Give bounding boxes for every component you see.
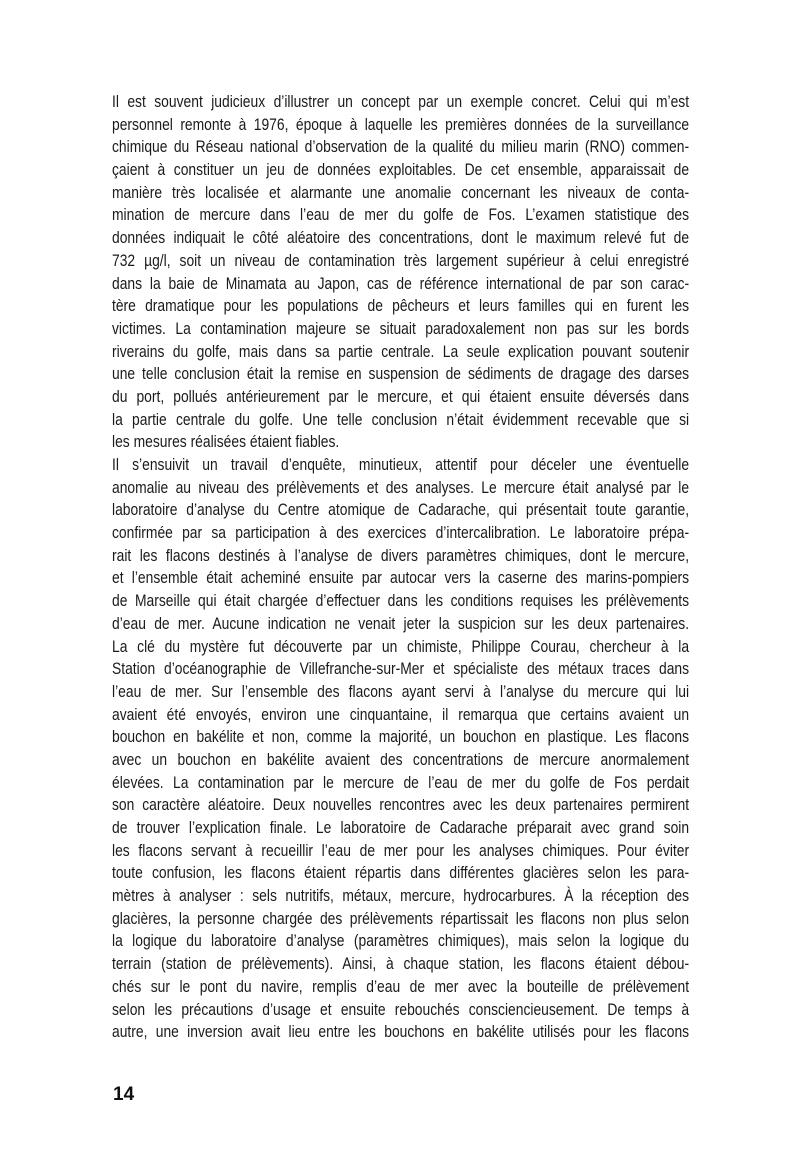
text-line: Il s’ensuivit un travail d’enquête, minutieux, attentif pour déceler une éventuelle — [112, 456, 690, 474]
text-line: les mesures réalisées étaient fiables. — [112, 433, 340, 452]
text-line: anomalie au niveau des prélèvements et des analyses. Le mercure était analysé par le — [112, 478, 690, 497]
text-line: Il est souvent judicieux d’illustrer un concept par un exemple concret. Celui qui m’est — [112, 93, 690, 111]
text-line: de Marseille qui était chargée d’effectuer dans les conditions requises les prélèvements — [112, 592, 690, 611]
text-line: victimes. La contamination majeure se situait paradoxalement non pas sur les bords — [112, 319, 690, 338]
text-line: élevées. La contamination par le mercure de l’eau de mer du golfe de Fos perdait — [112, 773, 690, 792]
text-line: selon les précautions d’usage et ensuite rebouchés consciencieusement. De temps à — [112, 1000, 690, 1019]
text-line: Station d’océanographie de Villefranche-sur-Mer et spécialiste des métaux traces dans — [112, 660, 690, 679]
text-line: avaient été envoyés, environ une cinquantaine, il remarqua que certains avaient un — [112, 705, 690, 724]
text-line: avec un bouchon en bakélite avaient des concentrations de mercure anormalement — [112, 750, 690, 769]
text-line: d’eau de mer. Aucune indication ne venait jeter la suspicion sur les deux partenaires. — [112, 614, 690, 633]
text-line: la partie centrale du golfe. Une telle conclusion n’était évidemment recevable que si — [112, 410, 690, 429]
page-number: 14 — [113, 1084, 135, 1105]
text-line: l’eau de mer. Sur l’ensemble des flacons ayant servi à l’analyse du mercure qui lui — [112, 682, 690, 701]
text-line: chimique du Réseau national d’observation de la qualité du milieu marin (RNO) commen- — [112, 138, 690, 157]
text-line: manière très localisée et alarmante une anomalie concernant les niveaux de conta- — [112, 183, 690, 202]
text-line: 732 µg/l, soit un niveau de contamination très largement supérieur à celui enregistré — [112, 251, 690, 270]
text-line: riverains du golfe, mais dans sa partie centrale. La seule explication pouvant soutenir — [112, 342, 690, 361]
text-line: mètres à analyser : sels nutritifs, métaux, mercure, hydrocarbures. À la réception des — [112, 887, 690, 906]
text-line: bouchon en bakélite et non, comme la majorité, un bouchon en plastique. Les flacons — [112, 728, 690, 747]
text-line: une telle conclusion était la remise en suspension de sédiments de dragage des darses — [112, 365, 690, 384]
text-line: chés sur le pont du navire, remplis d’eau de mer avec la bouteille de prélèvement — [112, 977, 690, 996]
text-line: confirmée par sa participation à des exercices d’intercalibration. Le laboratoire prépa- — [112, 524, 690, 543]
text-line: la logique du laboratoire d’analyse (paramètres chimiques), mais selon la logique du — [112, 932, 690, 951]
text-line: tère dramatique pour les populations de pêcheurs et leurs familles qui en furent les — [112, 297, 690, 316]
text-line: autre, une inversion avait lieu entre les bouchons en bakélite utilisés pour les flacons — [112, 1023, 690, 1042]
text-line: de trouver l’explication finale. Le laboratoire de Cadarache préparait avec grand soin — [112, 819, 690, 837]
text-line: dans la baie de Minamata au Japon, cas de référence international de par son carac- — [112, 274, 690, 293]
text-line: toute confusion, les flacons étaient répartis dans différentes glacières selon les para- — [112, 864, 690, 883]
text-line: et l’ensemble était acheminé ensuite par autocar vers la caserne des marins-pompiers — [112, 569, 690, 588]
text-line: laboratoire d’analyse du Centre atomique de Cadarache, qui présentait toute garantie, — [112, 501, 690, 520]
body-text — [112, 91, 689, 1044]
text-line: glacières, la personne chargée des prélèvements répartissait les flacons non plus selon — [112, 909, 690, 928]
text-line: terrain (station de prélèvements). Ainsi, à chaque station, les flacons étaient débou- — [112, 955, 690, 974]
text-line: personnel remonte à 1976, époque à laquelle les premières données de la surveillance — [112, 115, 690, 134]
text-line: La clé du mystère fut découverte par un chimiste, Philippe Courau, chercheur à la — [112, 637, 690, 656]
text-line: données indiquait le côté aléatoire des concentrations, dont le maximum relevé fut de — [112, 229, 690, 248]
text-line: rait les flacons destinés à l’analyse de divers paramètres chimiques, dont le mercure, — [112, 546, 690, 565]
text-line: çaient à constituer un jeu de données exploitables. De cet ensemble, apparaissait de — [112, 161, 690, 180]
text-line: les flacons servant à recueillir l’eau de mer pour les analyses chimiques. Pour éviter — [112, 841, 690, 860]
text-line: mination de mercure dans l’eau de mer du golfe de Fos. L’examen statistique des — [112, 206, 690, 225]
text-line: son caractère aléatoire. Deux nouvelles rencontres avec les deux partenaires permirent — [112, 796, 690, 815]
text-line: du port, pollués antérieurement par le mercure, et qui étaient ensuite déversés dans — [112, 387, 690, 406]
